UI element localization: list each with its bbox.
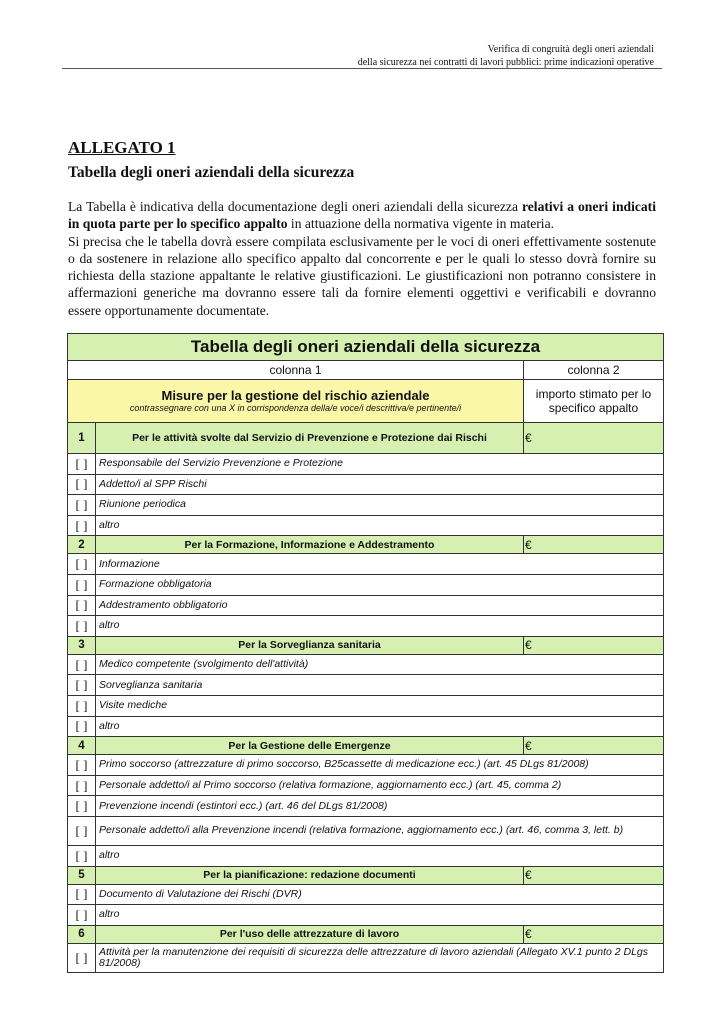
- item-row: [68, 654, 664, 675]
- oneri-table: [67, 333, 664, 973]
- column-1-header: colonna 1: [68, 361, 524, 380]
- item-description: altro: [96, 716, 664, 737]
- item-description: altro: [96, 616, 664, 637]
- measures-title: Misure per la gestione del rischio aziendale: [161, 388, 430, 403]
- item-description: Visite mediche: [96, 695, 664, 716]
- running-header-line2: della sicurezza nei contratti di lavori pubblici: prime indicazioni operative: [357, 56, 654, 68]
- section-amount-field[interactable]: €: [524, 536, 664, 554]
- document-subtitle: Tabella degli oneri aziendali della sicurezza: [68, 164, 355, 181]
- item-row: [68, 755, 664, 776]
- section-amount-field[interactable]: €: [524, 737, 664, 755]
- section-row-2: [68, 536, 664, 554]
- checkbox[interactable]: [ ]: [68, 595, 96, 616]
- section-number: 6: [68, 925, 96, 943]
- section-number: 2: [68, 536, 96, 554]
- item-description: Responsabile del Servizio Prevenzione e Protezione: [96, 454, 664, 475]
- intro-p1-bold: relativi a oneri indicati in quota parte per lo specifico appalto: [68, 199, 656, 232]
- section-row-3: [68, 636, 664, 654]
- section-label: Per l'uso delle attrezzature di lavoro: [96, 925, 524, 943]
- checkbox[interactable]: [ ]: [68, 943, 96, 972]
- item-row: [68, 884, 664, 905]
- item-description: Documento di Valutazione dei Rischi (DVR): [96, 884, 664, 905]
- running-header-line1: Verifica di congruità degli oneri aziendali: [487, 44, 654, 55]
- item-row: [68, 574, 664, 595]
- section-row-4: [68, 737, 664, 755]
- section-label: Per la Sorveglianza sanitaria: [96, 636, 524, 654]
- section-label: Per le attività svolte dal Servizio di Prevenzione e Protezione dai Rischi: [96, 423, 524, 454]
- checkbox[interactable]: [ ]: [68, 716, 96, 737]
- checkbox[interactable]: [ ]: [68, 474, 96, 495]
- item-description: Sorveglianza sanitaria: [96, 675, 664, 696]
- header-rule: [62, 68, 662, 69]
- item-description: Formazione obbligatoria: [96, 574, 664, 595]
- section-number: 5: [68, 866, 96, 884]
- checkbox[interactable]: [ ]: [68, 775, 96, 796]
- item-row: [68, 816, 664, 845]
- item-row: [68, 616, 664, 637]
- running-header: [358, 44, 654, 69]
- section-label: Per la Gestione delle Emergenze: [96, 737, 524, 755]
- item-description: Attività per la manutenzione dei requisiti di sicurezza delle attrezzature di lavoro aziendali (Allegato XV.1 punto 2 DLgs 81/2008): [96, 943, 664, 972]
- item-row: [68, 775, 664, 796]
- table-title: Tabella degli oneri aziendali della sicurezza: [68, 334, 664, 361]
- item-row: [68, 474, 664, 495]
- intro-paragraph-1: [68, 198, 656, 233]
- item-description: Riunione periodica: [96, 495, 664, 516]
- intro-p1-part-a: La Tabella è indicativa della documentazione degli oneri aziendali della sicurezza: [68, 199, 522, 214]
- checkbox[interactable]: [ ]: [68, 845, 96, 866]
- intro-text: [68, 198, 656, 319]
- measures-header: [68, 380, 524, 423]
- item-row: [68, 695, 664, 716]
- intro-p1-part-c: in attuazione della normativa vigente in materia.: [287, 216, 555, 232]
- item-row: [68, 554, 664, 575]
- checkbox[interactable]: [ ]: [68, 675, 96, 696]
- item-description: altro: [96, 905, 664, 926]
- item-row: [68, 943, 664, 972]
- checkbox[interactable]: [ ]: [68, 454, 96, 475]
- intro-paragraph-2: Si precisa che le tabella dovrà essere compilata esclusivamente per le voci di oneri effettivamente sostenute o da sostenere in relazione allo specifico appalto dal concorrente e per le quali lo stesso dovrà fornire su richiesta della stazione appaltante le relative giustificazioni. Le giustificazioni non potranno consistere in affermazioni generiche ma dovranno essere tali da fornire elementi oggettivi e verificabili e dovranno essere opportunamente documentate.: [68, 233, 656, 318]
- section-row-1: [68, 423, 664, 454]
- allegato-heading: ALLEGATO 1: [68, 138, 176, 157]
- item-row: [68, 905, 664, 926]
- section-number: 4: [68, 737, 96, 755]
- item-row: [68, 796, 664, 817]
- checkbox[interactable]: [ ]: [68, 905, 96, 926]
- section-amount-field[interactable]: €: [524, 866, 664, 884]
- section-number: 1: [68, 423, 96, 454]
- section-amount-field[interactable]: €: [524, 636, 664, 654]
- column-2-header: colonna 2: [524, 361, 664, 380]
- checkbox[interactable]: [ ]: [68, 816, 96, 845]
- section-row-5: [68, 866, 664, 884]
- section-number: 3: [68, 636, 96, 654]
- item-description: Informazione: [96, 554, 664, 575]
- section-label: Per la pianificazione: redazione documenti: [96, 866, 524, 884]
- checkbox[interactable]: [ ]: [68, 654, 96, 675]
- item-row: [68, 845, 664, 866]
- item-description: Addetto/i al SPP Rischi: [96, 474, 664, 495]
- item-row: [68, 495, 664, 516]
- item-row: [68, 675, 664, 696]
- checkbox[interactable]: [ ]: [68, 554, 96, 575]
- checkbox[interactable]: [ ]: [68, 495, 96, 516]
- checkbox[interactable]: [ ]: [68, 755, 96, 776]
- item-description: Primo soccorso (attrezzature di primo soccorso, B25cassette di medicazione ecc.) (art. 45 DLgs 81/2008): [96, 755, 664, 776]
- item-row: [68, 515, 664, 536]
- item-row: [68, 716, 664, 737]
- item-description: Personale addetto/i al Primo soccorso (relativa formazione, aggiornamento ecc.) (art. 45, comma 2): [96, 775, 664, 796]
- item-row: [68, 595, 664, 616]
- checkbox[interactable]: [ ]: [68, 616, 96, 637]
- section-amount-field[interactable]: €: [524, 423, 664, 454]
- checkbox[interactable]: [ ]: [68, 796, 96, 817]
- item-description: Medico competente (svolgimento dell'attività): [96, 654, 664, 675]
- item-description: Personale addetto/i alla Prevenzione incendi (relativa formazione, aggiornamento ecc.) (art. 46, comma 3, lett. b): [96, 816, 664, 845]
- importo-header: importo stimato per lo specifico appalto: [524, 380, 664, 423]
- measures-instruction: contrassegnare con una X in corrispondenza della/e voce/i descrittiva/e pertinente/i: [129, 403, 462, 413]
- checkbox[interactable]: [ ]: [68, 515, 96, 536]
- checkbox[interactable]: [ ]: [68, 884, 96, 905]
- checkbox[interactable]: [ ]: [68, 695, 96, 716]
- section-label: Per la Formazione, Informazione e Addestramento: [96, 536, 524, 554]
- checkbox[interactable]: [ ]: [68, 574, 96, 595]
- section-amount-field[interactable]: €: [524, 925, 664, 943]
- item-description: altro: [96, 515, 664, 536]
- item-description: Addestramento obbligatorio: [96, 595, 664, 616]
- item-description: altro: [96, 845, 664, 866]
- item-description: Prevenzione incendi (estintori ecc.) (art. 46 del DLgs 81/2008): [96, 796, 664, 817]
- section-row-6: [68, 925, 664, 943]
- item-row: [68, 454, 664, 475]
